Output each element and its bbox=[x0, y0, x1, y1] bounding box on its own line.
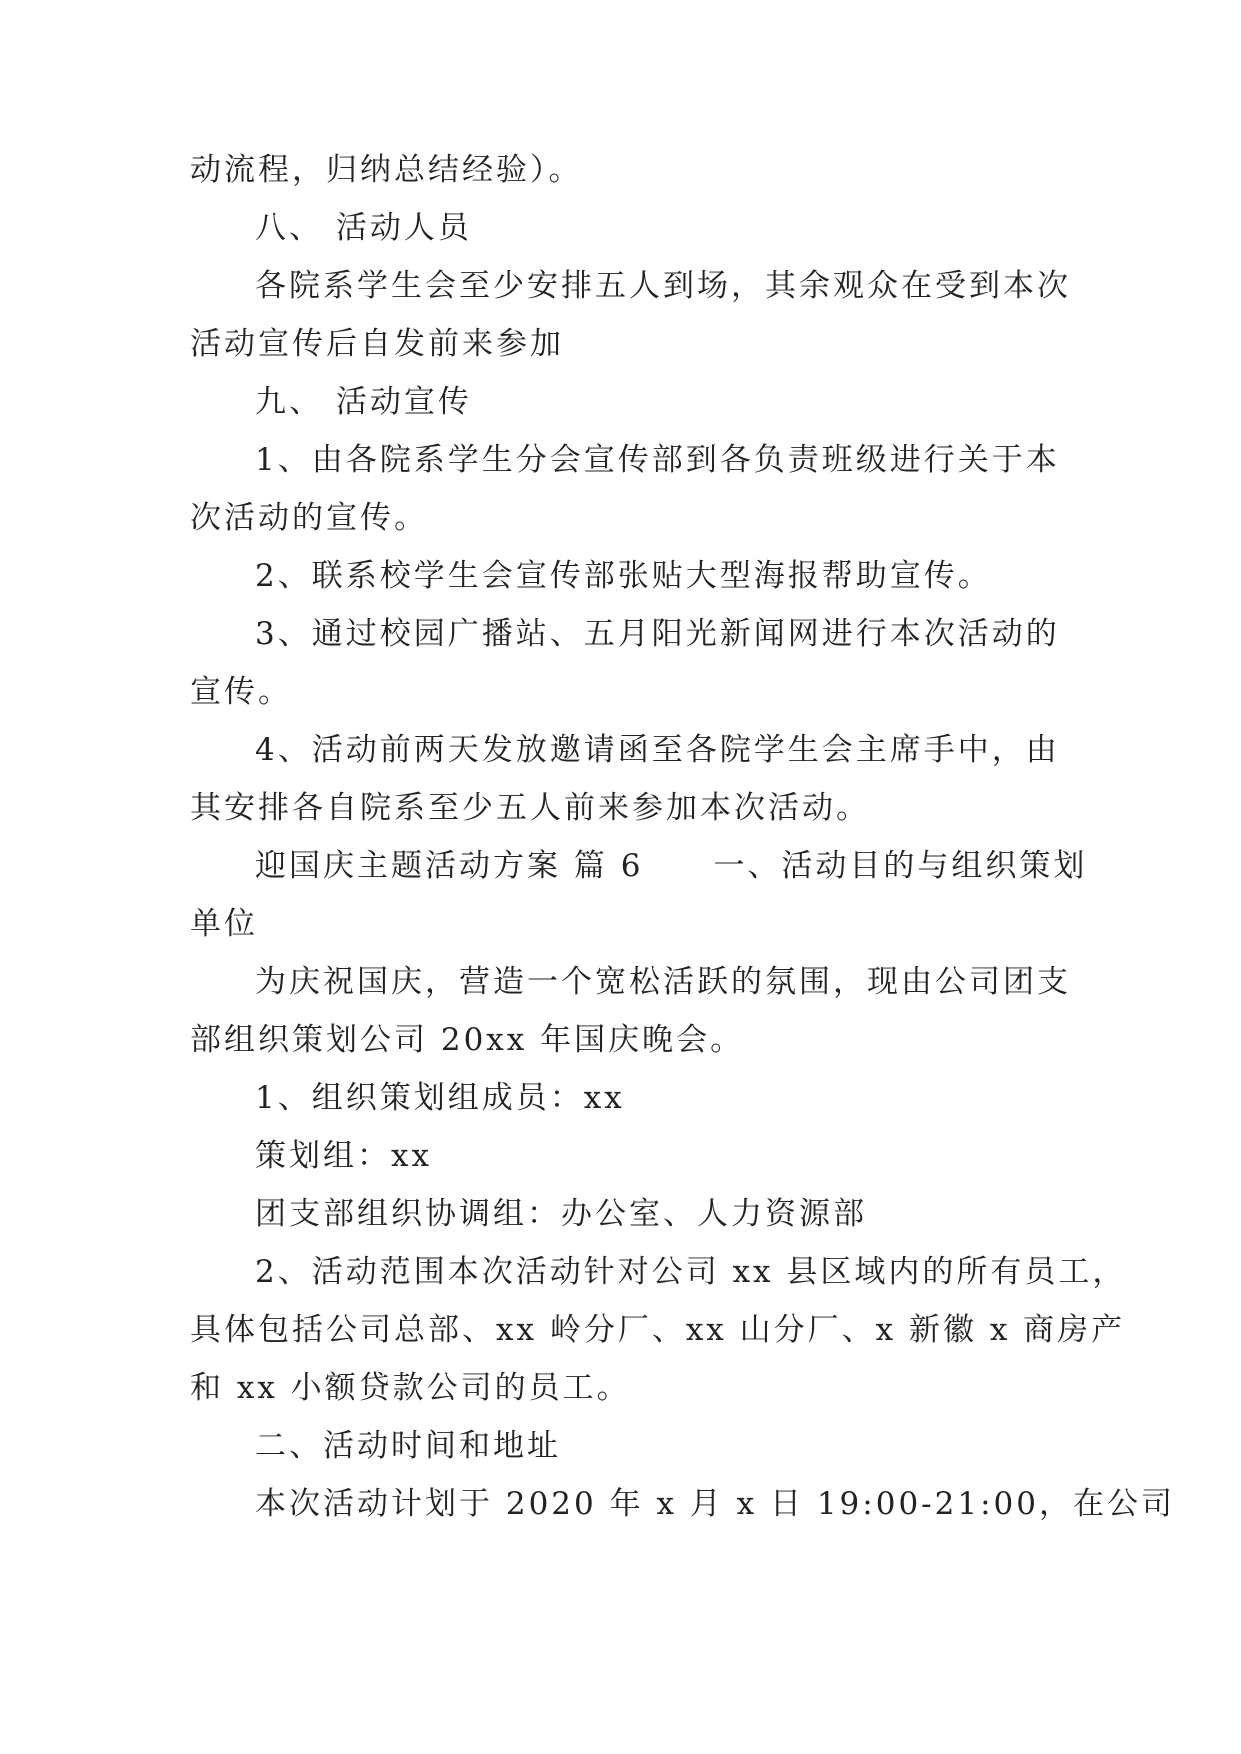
text-line-4: 活动宣传后自发前来参加 bbox=[190, 326, 564, 362]
section-heading-2: 二、活动时间和地址 bbox=[255, 1428, 561, 1464]
section-heading-8: 八、 活动人员 bbox=[255, 210, 472, 246]
text-line-3: 各院系学生会至少安排五人到场，其余观众在受到本次 bbox=[255, 268, 1071, 304]
text-line-9: 3、通过校园广播站、五月阳光新闻网进行本次活动的 bbox=[255, 616, 1060, 652]
text-line-16: 为庆祝国庆，营造一个宽松活跃的氛围，现由公司团支 bbox=[255, 964, 1071, 1000]
section-heading-9: 九、 活动宣传 bbox=[255, 384, 472, 420]
text-line-17: 部组织策划公司 20xx 年国庆晚会。 bbox=[190, 1022, 745, 1058]
text-line-25: 本次活动计划于 2020 年 x 月 x 日 19:00-21:00，在公司 bbox=[255, 1486, 1175, 1522]
text-line-1: 动流程，归纳总结经验）。 bbox=[190, 152, 583, 188]
text-line-6: 1、由各院系学生分会宣传部到各负责班级进行关于本 bbox=[255, 442, 1060, 478]
text-line-10: 宣传。 bbox=[190, 674, 292, 710]
plan-title: 迎国庆主题活动方案 篇 6 bbox=[255, 848, 644, 884]
text-line-23: 和 xx 小额贷款公司的员工。 bbox=[190, 1370, 631, 1406]
text-line-22: 具体包括公司总部、xx 岭分厂、xx 山分厂、x 新徽 x 商房产 bbox=[190, 1312, 1126, 1348]
plan-title-line bbox=[255, 846, 1087, 886]
text-line-15: 单位 bbox=[190, 906, 258, 942]
text-line-12: 其安排各自院系至少五人前来参加本次活动。 bbox=[190, 790, 870, 826]
text-line-7: 次活动的宣传。 bbox=[190, 500, 428, 536]
section-heading-1: 一、活动目的与组织策划 bbox=[713, 848, 1088, 884]
text-line-19: 策划组：xx bbox=[255, 1138, 432, 1174]
text-line-8: 2、联系校学生会宣传部张贴大型海报帮助宣传。 bbox=[255, 558, 992, 594]
text-line-20: 团支部组织协调组：办公室、人力资源部 bbox=[255, 1196, 867, 1232]
text-line-18: 1、组织策划组成员：xx bbox=[255, 1080, 625, 1116]
text-line-11: 4、活动前两天发放邀请函至各院学生会主席手中，由 bbox=[255, 732, 1060, 768]
text-line-21: 2、活动范围本次活动针对公司 xx 县区域内的所有员工， bbox=[255, 1254, 1127, 1290]
